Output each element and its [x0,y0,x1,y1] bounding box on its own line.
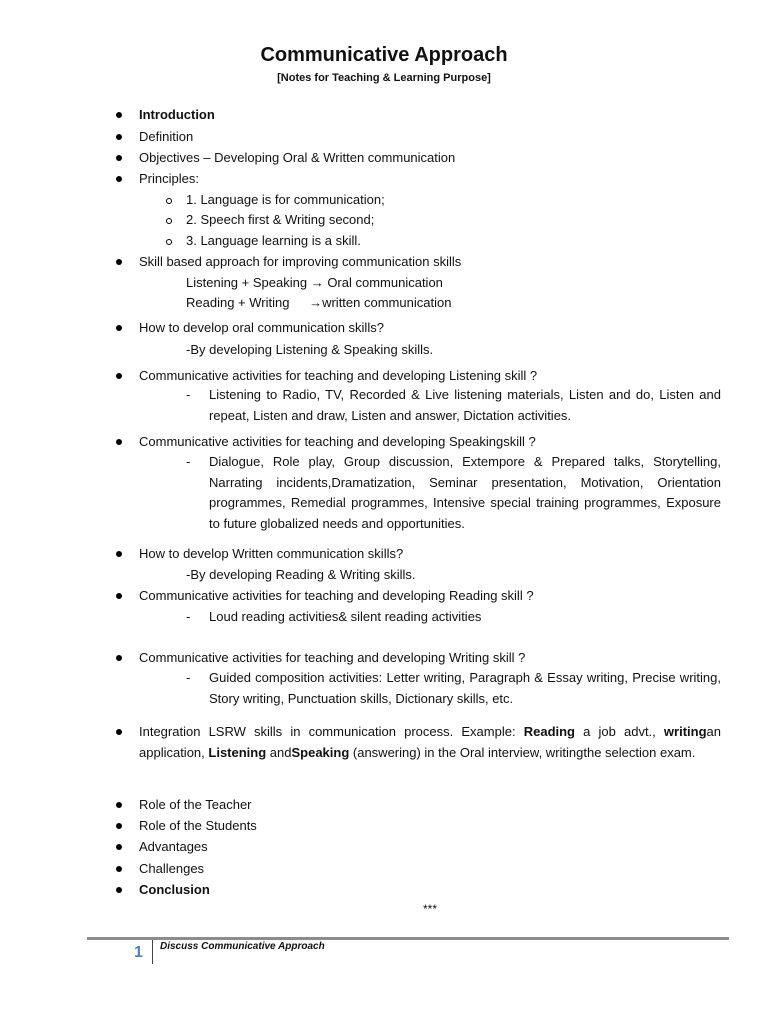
bullet-skill-based: Skill based approach for improving communication skills [139,254,462,269]
written-answer: -By developing Reading & Writing skills. [186,567,416,582]
oral-answer: -By developing Listening & Speaking skills. [186,342,434,357]
bullet-speaking-activities: Communicative activities for teaching and developing Speakingskill ? [139,434,536,449]
written-formula [186,295,451,311]
bullet-objectives: Objectives – Developing Oral & Written communication [139,150,456,165]
listening-speaking-label: Listening + Speaking [186,275,308,290]
end-mark: *** [422,902,437,916]
reading-detail: - Loud reading activities& silent reading activities [209,609,481,625]
bullet-principles: Principles: [139,171,199,186]
bullet-reading-activities: Communicative activities for teaching and developing Reading skill ? [139,588,534,603]
oral-formula [186,275,443,291]
oral-communication-label: Oral communication [327,275,443,290]
writing-detail: - Guided composition activities: Letter writing, Paragraph & Essay writing, Precise writing, Story writing, Punctuation skills, Dictionary skills, etc. [186,670,721,706]
page-number: 1 [134,944,143,961]
arrow-right-icon: → [309,295,323,310]
bullet-integration: Integration LSRW skills in communication process. Example: Reading a job advt., writingan application, Listening andSpeaking (answering) in the Oral interview, writingthe selection exam. [139,722,721,763]
speaking-detail: - Dialogue, Role play, Group discussion, Extempore & Prepared talks, Storytelling, Narrating incidents,Dramatization, Seminar presentation, Motivation, Orientation programmes, Remedial programmes, Intensive special training programmes, Exposure to future globalized needs and opportunities. [186,454,721,531]
principle-item: 2. Speech first & Writing second; [186,212,375,227]
bullet-writing-activities: Communicative activities for teaching and developing Writing skill ? [139,650,526,665]
principle-item: 3. Language learning is a skill. [186,233,361,248]
bullet-introduction: Introduction [139,107,215,122]
bullet-role-teacher: Role of the Teacher [139,797,252,812]
written-communication-label: written communication [322,295,452,310]
reading-writing-label: Reading + Writing [186,295,290,310]
bullet-conclusion: Conclusion [139,882,210,897]
arrow-right-icon: → [310,275,324,290]
bullet-listening-activities: Communicative activities for teaching and developing Listening skill ? [139,368,538,383]
bullet-role-students: Role of the Students [139,818,257,833]
footer-divider [87,937,729,940]
bullet-oral-question: How to develop oral communication skills? [139,320,384,335]
bullet-written-question: How to develop Written communication skills? [139,546,404,561]
document-title: Communicative Approach [260,44,508,66]
footer-separator [152,940,153,964]
bullet-definition: Definition [139,129,194,144]
principle-item: 1. Language is for communication; [186,192,385,207]
footer-title: Discuss Communicative Approach [160,941,325,952]
bullet-advantages: Advantages [139,839,208,854]
listening-detail: - Listening to Radio, TV, Recorded & Live listening materials, Listen and do, Listen and repeat, Listen and draw, Listen and answer, Dictation activities. [186,387,721,423]
document-subtitle: [Notes for Teaching & Learning Purpose] [277,72,491,84]
bullet-challenges: Challenges [139,861,205,876]
